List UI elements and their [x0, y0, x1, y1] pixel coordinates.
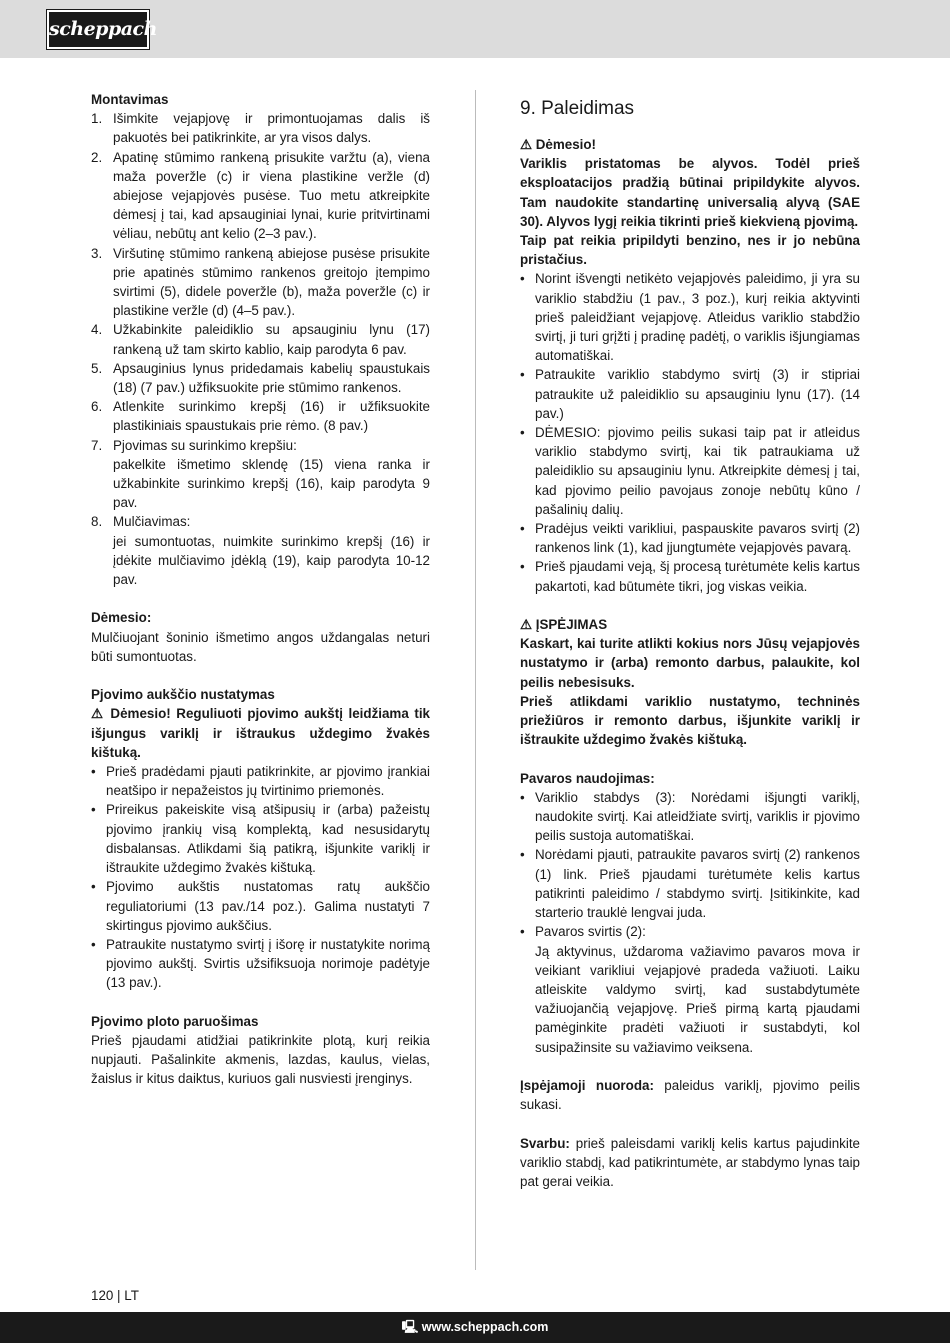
list-item: • Patraukite nustatymo svirtį į išorę ir nustatykite norimą pjovimo aukštį. Svirtis užsifiksuoja norimoje padėtyje (13 pav.). — [91, 935, 430, 993]
list-item: 6. Atlenkite surinkimo krepšį (16) ir užfiksuokite plastikiniais spaustukais prie rėmo. (8 pav.) — [91, 399, 430, 434]
warning-note: Įspėjamoji nuoroda: paleidus variklį, pjovimo peilis sukasi. — [520, 1077, 860, 1113]
attention-heading: ⚠ Dėmesio! — [520, 137, 597, 152]
list-item: • Variklio stabdys (3): Norėdami išjungti variklį, naudokite svirtį. Kai atleidžiate svirtį, variklis ir pjovimo peilis sustoja automatiškai. — [520, 788, 860, 846]
list-item: • Patraukite variklio stabdymo svirtį (3) ir stipriai patraukite už paleidiklio su apsauginiu lynu (17). (14 pav.) — [520, 365, 860, 423]
list-item: • Pradėjus veikti varikliui, paspauskite pavaros svirtį (2) rankenos link (1), kad įjungtumėte vejapjovės pavarą. — [520, 519, 860, 557]
section-title: 9. Paleidimas — [520, 98, 635, 119]
footer-bar — [0, 1312, 950, 1343]
list-item: 3. Viršutinę stūmimo rankeną abiejose pusėse prisukite prie apatinės stūmimo rankenos greitojo įtempimo svirtimi (5), didele poveržle (b), maža poveržle (c) ir plastikine veržle (d) (4–5 pav.). — [91, 245, 430, 319]
list-item: 8. Mulčiavimas: jei sumontuotas, nuimkite surinkimo krepšį (16) ir įdėkite mulčiavimo įdėklą (19), kaip parodyta 10-12 pav. — [91, 514, 430, 588]
list-item: 5. Apsauginius lynus pridedamais kabelių spaustukais (18) (7 pav.) užfiksuokite prie stūmimo rankenos. — [91, 360, 430, 396]
drive-heading: Pavaros naudojimas: — [520, 770, 655, 786]
cutting-height-list — [91, 762, 430, 992]
list-item: • DĖMESIO: pjovimo peilis sukasi taip pat ir atleidus variklio stabdymo svirtį, kai tik patraukiama už paleidiklio su apsauginiu lynu. Atkreipkite dėmesį į tai, kad pjovimo peilio pavojaus zonoje nebūtų kūno / pašalinių dalių. — [520, 423, 860, 519]
cutting-height-heading: Pjovimo aukščio nustatymas — [91, 687, 275, 703]
list-item: • Pavaros svirtis (2): Ją aktyvinus, uždaroma važiavimo pavaros mova ir veikiant varikliui vejapjovė pradeda važiuoti. Laiku atleiskite valdymo svirtį, kad sustabdytumėte važiuojančią vejapjovę. Prieš pirmą kartą pjaudami pamėginkite pradėti važiuoti ir sustabdyti, kol susipažinsite su važiavimo veiksena. — [520, 922, 860, 1056]
left-column — [91, 90, 430, 1089]
list-item: • Prieš pradėdami pjauti patikrinkite, ar pjovimo įrankiai neatšipo ir nepažeistos jų tvirtinimo priemonės. — [91, 762, 430, 800]
header-bar — [0, 0, 950, 58]
fuel-warning: Taip pat reikia pripildyti benzino, nes ir jo nebūna pristačius. — [520, 233, 860, 268]
scheppach-logo: scheppach — [47, 10, 149, 49]
right-column — [520, 90, 860, 1191]
warning-text-1: Kaskart, kai turite atlikti kokius nors Jūsų vejapjovės nustatymo ir (arba) remonto darbus, palaukite, kol peilis nebesisuks. — [520, 636, 860, 690]
important-note: Svarbu: prieš paleisdami variklį kelis kartus pajudinkite variklio stabdį, kad patikrintumėte, ar stabdymo lynas taip pat gerai veikia. — [520, 1135, 860, 1189]
oil-warning: Variklis pristatomas be alyvos. Todėl prieš eksploatacijos pradžią būtinai pripildykite alyvos. Tam naudokite standartinę universalią alyvą (SAE 30). Alyvos lygį reikia tikrinti prieš kiekvieną pjovimą. — [520, 156, 860, 229]
list-item: • Pjovimo aukštis nustatomas ratų aukščio reguliatoriumi (13 pav./14 poz.). Galima nustatyti 7 skirtingus pjovimo aukščius. — [91, 877, 430, 935]
list-item: 4. Užkabinkite paleidiklio su apsauginiu lynu (17) rankeną už tam skirto kablio, kaip parodyta 6 pav. — [91, 322, 430, 357]
cutting-height-warning: ⚠ Dėmesio! Reguliuoti pjovimo aukštį leidžiama tik išjungus variklį ir ištraukus uždegimo žvakės kištuką. — [91, 706, 430, 760]
list-item: • Prieš pjaudami veją, šį procesą turėtumėte kelis kartus pakartoti, kad būtumėte tikri, jog viskas veikia. — [520, 557, 860, 595]
list-item: 7. Pjovimas su surinkimo krepšiu: pakelkite išmetimo sklendę (15) viena ranka ir užkabinkite surinkimo krepšį (16), kaip parodyta 9 pav. — [91, 437, 430, 511]
list-item: 2. Apatinę stūmimo rankeną prisukite varžtu (a), viena maža poveržle (c) ir viena plastikine veržle (d) abiejose vejapjovės pusėse. Tuo metu atkreipkite dėmesį į tai, kad apsauginiai lynai, kurie pritvirtinami vėliau, nebūtų ant kelio (2–3 pav.). — [91, 149, 430, 242]
warning-heading: ⚠ ĮSPĖJIMAS — [520, 617, 608, 633]
warning-text-2: Prieš atlikdami variklio nustatymo, techninės priežiūros ir remonto darbus, išjunkite variklį ir ištraukite uždegimo žvakės kištuką. — [520, 693, 860, 748]
area-prep-heading: Pjovimo ploto paruošimas — [91, 1013, 259, 1029]
assembly-heading: Montavimas — [91, 92, 169, 107]
drive-list — [520, 788, 860, 1057]
list-item: • Prireikus pakeiskite visą atšipusių ir (arba) pažeistų pjovimo įrankių visą komplektą, kad nesusidarytų disbalansas. Atlikdami šią patikrą, išjunkite variklį ir ištraukite uždegimo žvakės kištuką. — [91, 800, 430, 877]
assembly-list — [91, 109, 430, 589]
column-divider — [475, 90, 476, 1270]
attention-heading: Dėmesio: — [91, 610, 152, 626]
list-item: 1. Išimkite vejapjovę ir primontuojamas dalis iš pakuotės bei patikrinkite, ar yra visos dalys. — [91, 111, 430, 146]
website-link[interactable]: 🖳 www.scheppach.com — [401, 1320, 549, 1334]
area-prep-text: Prieš pjaudami atidžiai patikrinkite plotą, kurį reikia nupjauti. Pašalinkite akmenis, lazdas, kaulus, vielas, žaislus ir kitus daiktus, kuriuos gali nusviesti įrenginys. — [91, 1032, 430, 1087]
list-item: • Norėdami pjauti, patraukite pavaros svirtį (2) rankenos (1) link. Prieš pjaudami turėtumėte kelis kartus patikrinti paleidimo / stabdymo svirtį. Įsitikinkite, kad starterio trauklė lengvai juda. — [520, 845, 860, 922]
list-item: • Norint išvengti netikėto vejapjovės paleidimo, ji yra su variklio stabdžiu (1 pav., 3 poz.), kurį reikia aktyvinti prieš paleidžiant vejapjovę. Atleidus variklio stabdžio svirtį, ji turi grįžti į pradinę padėtį, o variklis išjungiamas automatiškai. — [520, 269, 860, 365]
page-number: 120 | LT — [91, 1288, 139, 1303]
attention-text: Mulčiuojant šoninio išmetimo angos uždangalas neturi būti sumontuotas. — [91, 629, 430, 664]
start-list — [520, 269, 860, 595]
